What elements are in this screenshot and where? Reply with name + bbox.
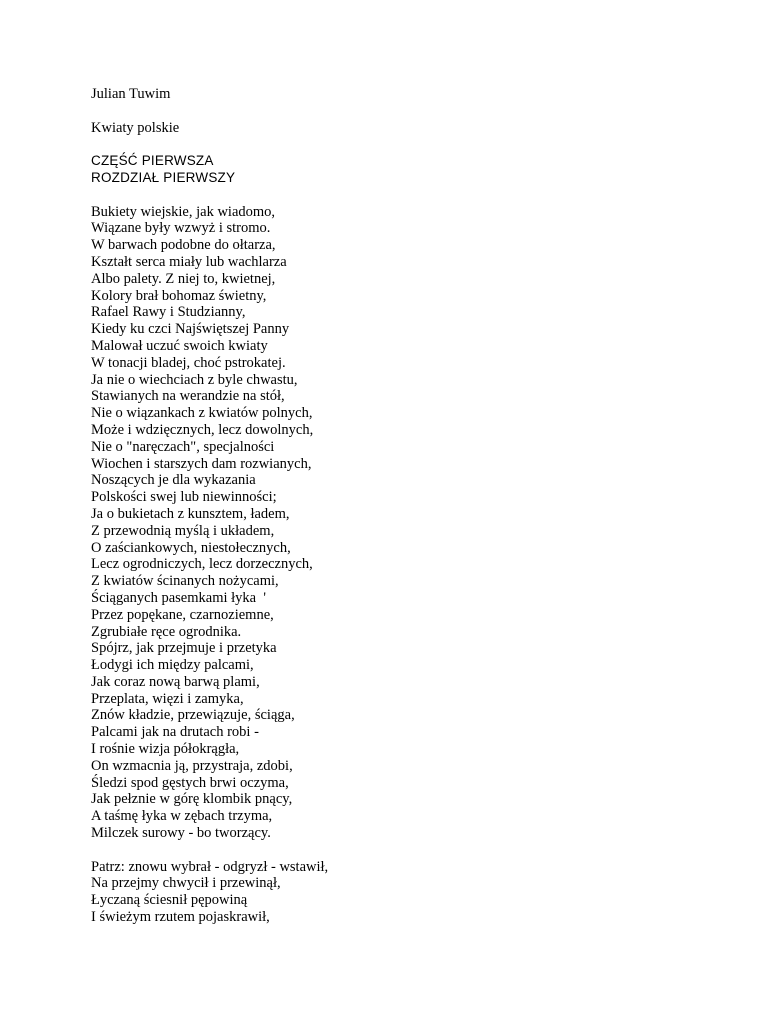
poem-line: Ściąganych pasemkami łyka ' [91, 589, 266, 606]
part-heading: CZĘŚĆ PIERWSZA [91, 153, 214, 169]
poem-line: Nie o "naręczach", specjalności [91, 438, 275, 455]
poem-line: Stawianych na werandzie na stół, [91, 388, 285, 405]
poem-line: W barwach podobne do ołtarza, [91, 237, 276, 254]
poem-line: Polskości swej lub niewinności; [91, 489, 277, 506]
author-name: Julian Tuwim [91, 86, 171, 102]
poem-line: Milczek surowy - bo tworzący. [91, 825, 271, 842]
poem-line: Palcami jak na drutach robi - [91, 724, 259, 741]
book-title: Kwiaty polskie [91, 119, 180, 136]
poem-line: Śledzi spod gęstych brwi oczyma, [91, 774, 289, 791]
poem-line: Na przejmy chwycił i przewinął, [91, 875, 281, 892]
poem-line: I świeżym rzutem pojaskrawił, [91, 909, 270, 926]
poem-line: Jak pełznie w górę klombik pnący, [91, 791, 293, 808]
poem-line: Kształt serca miały lub wachlarza [91, 253, 287, 270]
poem-line: Nie o wiązankach z kwiatów polnych, [91, 405, 313, 422]
poem-line: W tonacji bladej, choć pstrokatej. [91, 354, 286, 371]
poem-line: Ja nie o wiechciach z byle chwastu, [91, 371, 298, 388]
poem-line: Noszących je dla wykazania [91, 472, 256, 489]
poem-line: Może i wdzięcznych, lecz dowolnych, [91, 421, 314, 438]
poem-line: Spójrz, jak przejmuje i przetyka [91, 640, 277, 657]
poem-line: A taśmę łyka w zębach trzyma, [91, 808, 273, 825]
poem-line: Malował uczuć swoich kwiaty [91, 337, 268, 354]
spacer [91, 136, 691, 153]
poem-line: Albo palety. Z niej to, kwietnej, [91, 270, 276, 287]
poem-line: Łyczaną ściesnił pępowiną [91, 892, 248, 909]
poem-line: Wiązane były wzwyż i stromo. [91, 220, 271, 237]
chapter-heading: ROZDZIAŁ PIERWSZY [91, 169, 236, 185]
poem-line: Z kwiatów ścinanych nożycami, [91, 573, 279, 590]
spacer [91, 842, 691, 859]
poem-line: Ja o bukietach z kunsztem, ładem, [91, 505, 290, 522]
poem-line: Znów kładzie, przewiązuje, ściąga, [91, 707, 295, 724]
poem-line: Patrz: znowu wybrał - odgryzł - wstawił, [91, 858, 329, 875]
poem-line: Kiedy ku czci Najświętszej Panny [91, 321, 290, 338]
poem-line: Jak coraz nową barwą plami, [91, 673, 260, 690]
poem-line: On wzmacnia ją, przystraja, zdobi, [91, 757, 293, 774]
stanza-1 [91, 204, 691, 842]
poem-line: Wiochen i starszych dam rozwianych, [91, 455, 312, 472]
poem-line: I rośnie wizja półokrągła, [91, 741, 240, 758]
poem-line: Przeplata, więzi i zamyka, [91, 690, 244, 707]
poem-line: Zgrubiałe ręce ogrodnika. [91, 623, 242, 640]
poem-line: O zaściankowych, niestołecznych, [91, 539, 291, 556]
stanza-2 [91, 859, 691, 926]
poem-line: Z przewodnią myślą i układem, [91, 522, 275, 539]
poem-line: Bukiety wiejskie, jak wiadomo, [91, 203, 276, 220]
poem-line: Rafael Rawy i Studzianny, [91, 304, 246, 321]
poem-line: Kolory brał bohomaz świetny, [91, 287, 267, 304]
poem-line: Lecz ogrodniczych, lecz dorzecznych, [91, 556, 313, 573]
spacer [91, 103, 691, 120]
spacer [91, 187, 691, 204]
poem-line: Przez popękane, czarnoziemne, [91, 606, 274, 623]
poem-line: Łodygi ich między palcami, [91, 657, 254, 674]
document-body [91, 86, 691, 926]
